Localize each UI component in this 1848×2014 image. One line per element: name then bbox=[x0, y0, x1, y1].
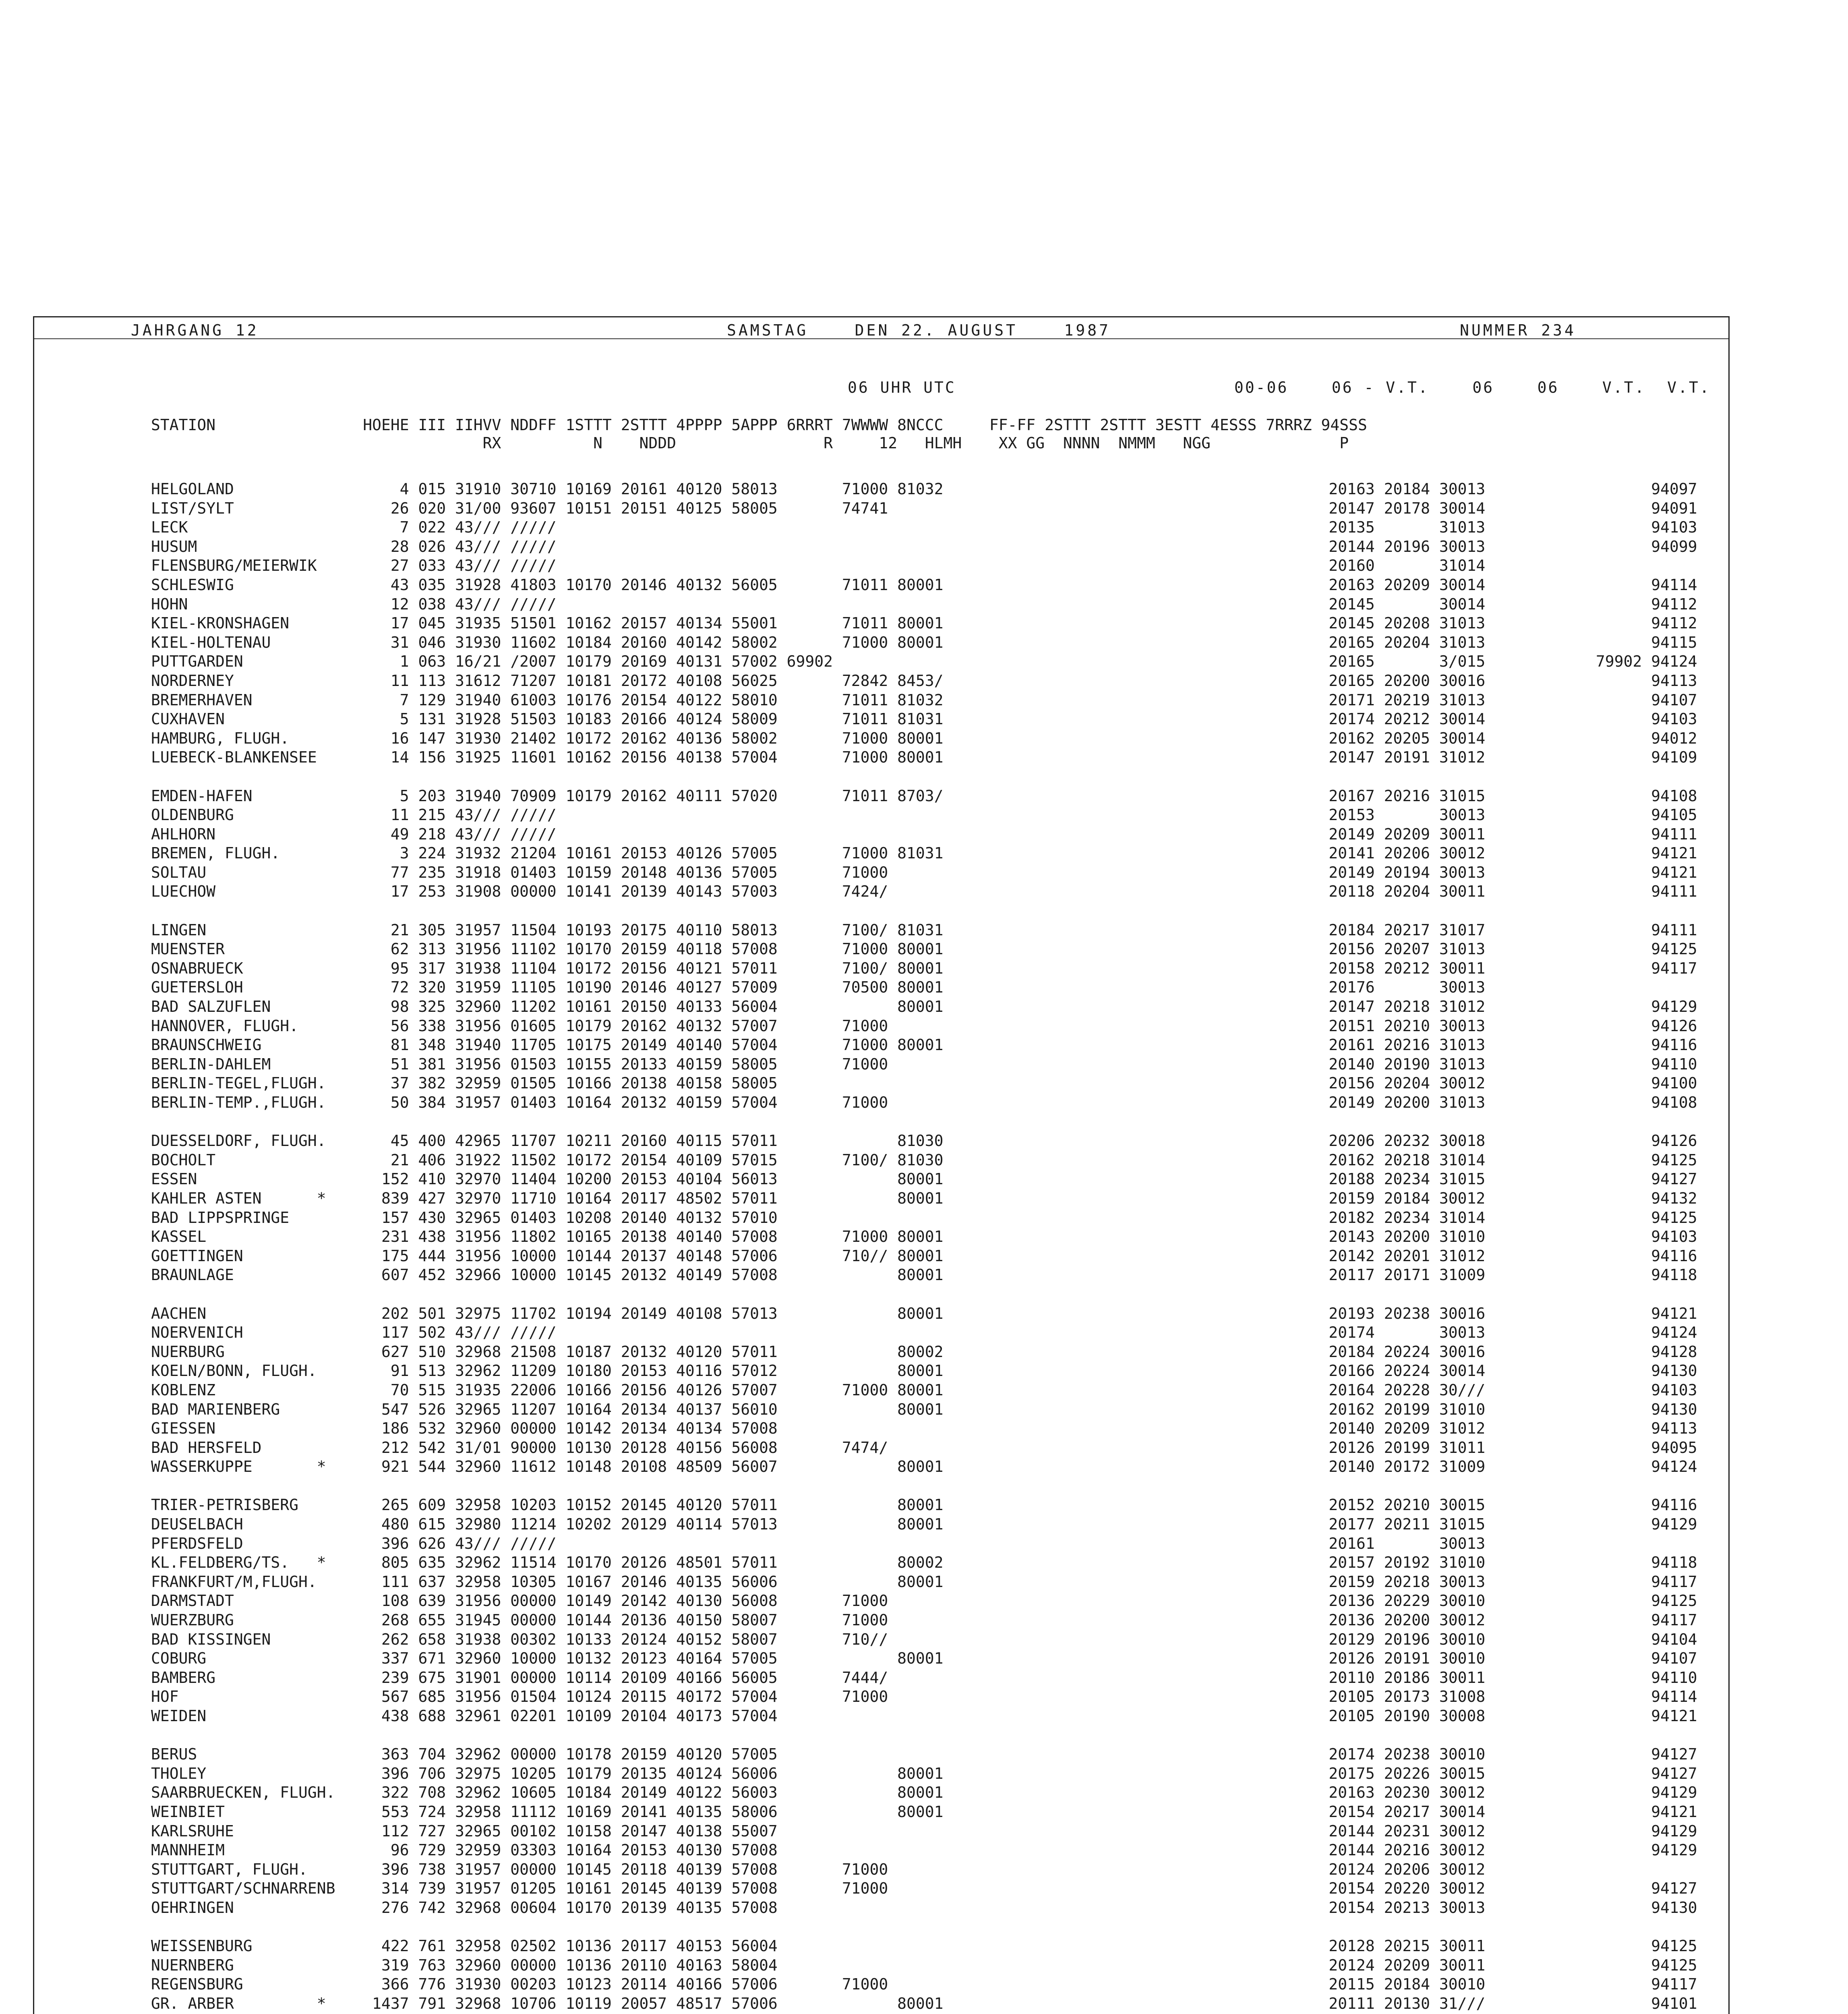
station-period-values: 20159 20218 30013 94117 bbox=[1283, 1573, 1697, 1591]
station-period-values: 20167 20216 31015 94108 bbox=[1283, 787, 1697, 805]
station-observation: BERLIN-TEMP.,FLUGH. 50 384 31957 01403 10164 20132 40159 57004 71000 bbox=[151, 1094, 888, 1111]
station-observation: WASSERKUPPE * 921 544 32960 11612 10148 20108 48509 56007 80001 bbox=[151, 1458, 944, 1476]
station-period-values: 20152 20210 30015 94116 bbox=[1283, 1496, 1697, 1514]
period-header: 00-06 06 - V.T. 06 06 V.T. V.T. bbox=[1234, 379, 1711, 396]
station-period-values: 20161 30013 bbox=[1283, 1534, 1486, 1552]
station-observation: STUTTGART, FLUGH. 396 738 31957 00000 10145 20118 40139 57008 71000 bbox=[151, 1860, 888, 1878]
station-observation: DUESSELDORF, FLUGH. 45 400 42965 11707 10211 20160 40115 57011 81030 bbox=[151, 1132, 944, 1150]
station-observation: HOF 567 685 31956 01504 10124 20115 40172 57004 71000 bbox=[151, 1688, 888, 1706]
station-observation: PUTTGARDEN 1 063 16/21 /2007 10179 20169 40131 57002 69902 bbox=[151, 653, 833, 671]
station-period-values: 20115 20184 30010 94117 bbox=[1283, 1975, 1697, 1993]
station-observation: AACHEN 202 501 32975 11702 10194 20149 40108 57013 80001 bbox=[151, 1304, 944, 1322]
station-observation: BERUS 363 704 32962 00000 10178 20159 40120 57005 bbox=[151, 1745, 778, 1763]
station-observation: MANNHEIM 96 729 32959 03303 10164 20153 40130 57008 bbox=[151, 1841, 778, 1859]
station-period-values: 20184 20217 31017 94111 bbox=[1283, 921, 1697, 939]
station-period-values: 20174 30013 94124 bbox=[1283, 1324, 1697, 1342]
station-period-values: 20165 3/015 79902 94124 bbox=[1283, 653, 1697, 671]
station-period-values: 20147 20191 31012 94109 bbox=[1283, 748, 1697, 767]
station-observation: LUEBECK-BLANKENSEE 14 156 31925 11601 10162 20156 40138 57004 71000 80001 bbox=[151, 748, 944, 767]
station-observation: HANNOVER, FLUGH. 56 338 31956 01605 10179 20162 40132 57007 71000 bbox=[151, 1017, 888, 1035]
station-period-values: 20140 20209 31012 94113 bbox=[1283, 1419, 1697, 1438]
station-observation: BAD MARIENBERG 547 526 32965 11207 10164 20134 40137 56010 80001 bbox=[151, 1400, 944, 1418]
station-period-values: 20145 20208 31013 94112 bbox=[1283, 614, 1697, 632]
station-period-values: 20136 20229 30010 94125 bbox=[1283, 1592, 1697, 1610]
station-observation: MUENSTER 62 313 31956 11102 10170 20159 40118 57008 71000 80001 bbox=[151, 940, 944, 958]
station-observation: HAMBURG, FLUGH. 16 147 31930 21402 10172 20162 40136 58002 71000 80001 bbox=[151, 729, 944, 747]
station-period-values: 20158 20212 30011 94117 bbox=[1283, 959, 1697, 977]
station-period-values: 20126 20199 31011 94095 bbox=[1283, 1438, 1697, 1457]
station-period-values: 20164 20228 30/// 94103 bbox=[1283, 1381, 1697, 1399]
station-observation: NUERNBERG 319 763 32960 00000 10136 20110 40163 58004 bbox=[151, 1956, 778, 1974]
station-observation: OEHRINGEN 276 742 32968 00604 10170 20139 40135 57008 bbox=[151, 1898, 778, 1917]
station-period-values: 20163 20209 30014 94114 bbox=[1283, 576, 1697, 594]
station-observation: GOETTINGEN 175 444 31956 10000 10144 20137 40148 57006 710// 80001 bbox=[151, 1247, 944, 1265]
station-period-values: 20176 30013 bbox=[1283, 978, 1486, 997]
station-period-values: 20151 20210 30013 94126 bbox=[1283, 1017, 1697, 1035]
station-observation: LUECHOW 17 253 31908 00000 10141 20139 40143 57003 7424/ bbox=[151, 883, 888, 901]
station-period-values: 20110 20186 30011 94110 bbox=[1283, 1668, 1697, 1687]
station-observation: BAD HERSFELD 212 542 31/01 90000 10130 20128 40156 56008 7474/ bbox=[151, 1438, 888, 1457]
station-period-values: 20135 31013 94103 bbox=[1283, 518, 1697, 537]
station-observation: BRAUNLAGE 607 452 32966 10000 10145 20132 40149 57008 80001 bbox=[151, 1266, 944, 1284]
station-observation: KARLSRUHE 112 727 32965 00102 10158 20147 40138 55007 bbox=[151, 1822, 778, 1840]
station-observation: SOLTAU 77 235 31918 01403 10159 20148 40136 57005 71000 bbox=[151, 863, 888, 881]
station-period-values: 20128 20215 30011 94125 bbox=[1283, 1937, 1697, 1955]
station-observation: THOLEY 396 706 32975 10205 10179 20135 40124 56006 80001 bbox=[151, 1764, 944, 1782]
station-period-values: 20153 30013 94105 bbox=[1283, 806, 1697, 824]
station-period-values: 20206 20232 30018 94126 bbox=[1283, 1132, 1697, 1150]
station-period-values: 20174 20238 30010 94127 bbox=[1283, 1745, 1697, 1763]
station-observation: KL.FELDBERG/TS. * 805 635 32962 11514 10170 20126 48501 57011 80002 bbox=[151, 1554, 944, 1572]
station-observation: KAHLER ASTEN * 839 427 32970 11710 10164 20117 48502 57011 80001 bbox=[151, 1189, 944, 1207]
station-period-values: 20149 20194 30013 94121 bbox=[1283, 863, 1697, 881]
station-observation: BERLIN-DAHLEM 51 381 31956 01503 10155 20133 40159 58005 71000 bbox=[151, 1055, 888, 1073]
station-observation: LECK 7 022 43/// ///// bbox=[151, 518, 557, 537]
station-observation: PFERDSFELD 396 626 43/// ///// bbox=[151, 1534, 557, 1552]
station-period-values: 20154 20220 30012 94127 bbox=[1283, 1879, 1697, 1898]
station-period-values: 20184 20224 30016 94128 bbox=[1283, 1343, 1697, 1361]
station-observation: BAD SALZUFLEN 98 325 32960 11202 10161 20150 40133 56004 80001 bbox=[151, 998, 944, 1016]
station-period-values: 20144 20216 30012 94129 bbox=[1283, 1841, 1697, 1859]
report-sheet bbox=[33, 316, 1730, 2014]
station-period-values: 20156 20207 31013 94125 bbox=[1283, 940, 1697, 958]
station-observation: BRAUNSCHWEIG 81 348 31940 11705 10175 20149 40140 57004 71000 80001 bbox=[151, 1036, 944, 1054]
station-period-values: 20149 20200 31013 94108 bbox=[1283, 1094, 1697, 1111]
station-observation: COBURG 337 671 32960 10000 10132 20123 40164 57005 80001 bbox=[151, 1649, 944, 1668]
station-period-values: 20162 20199 31010 94130 bbox=[1283, 1400, 1697, 1418]
station-observation: TRIER-PETRISBERG 265 609 32958 10203 10152 20145 40120 57011 80001 bbox=[151, 1496, 944, 1514]
station-observation: NOERVENICH 117 502 43/// ///// bbox=[151, 1324, 557, 1342]
station-period-values: 20117 20171 31009 94118 bbox=[1283, 1266, 1697, 1284]
station-period-values: 20154 20213 30013 94130 bbox=[1283, 1898, 1697, 1917]
station-period-values: 20129 20196 30010 94104 bbox=[1283, 1630, 1697, 1648]
station-period-values: 20188 20234 31015 94127 bbox=[1283, 1170, 1697, 1188]
volume-label: JAHRGANG 12 bbox=[131, 321, 259, 339]
station-period-values: 20156 20204 30012 94100 bbox=[1283, 1074, 1697, 1092]
station-period-values: 20144 20231 30012 94129 bbox=[1283, 1822, 1697, 1840]
station-observation: HELGOLAND 4 015 31910 30710 10169 20161 40120 58013 71000 81032 bbox=[151, 480, 944, 498]
station-observation: BERLIN-TEGEL,FLUGH. 37 382 32959 01505 10166 20138 40158 58005 bbox=[151, 1074, 778, 1092]
station-period-values: 20105 20190 30008 94121 bbox=[1283, 1707, 1697, 1725]
column-header-line-1: STATION HOEHE III IIHVV NDDFF 1STTT 2STTT 4PPPP 5APPP 6RRRT 7WWWW 8NCCC FF-FF 2STTT 2STTT 3ESTT 4ESSS 7RRRZ 94SSS bbox=[151, 416, 1367, 434]
station-observation: GR. ARBER * 1437 791 32968 10706 10119 20057 48517 57006 80001 bbox=[151, 1994, 944, 2012]
station-period-values: 20162 20218 31014 94125 bbox=[1283, 1151, 1697, 1169]
station-period-values: 20165 20204 31013 94115 bbox=[1283, 633, 1697, 651]
station-period-values: 20174 20212 30014 94103 bbox=[1283, 710, 1697, 728]
station-period-values: 20175 20226 30015 94127 bbox=[1283, 1764, 1697, 1782]
station-period-values: 20171 20219 31013 94107 bbox=[1283, 691, 1697, 709]
station-observation: KOBLENZ 70 515 31935 22006 10166 20156 40126 57007 71000 80001 bbox=[151, 1381, 944, 1399]
station-observation: GUETERSLOH 72 320 31959 11105 10190 20146 40127 57009 70500 80001 bbox=[151, 978, 944, 997]
station-observation: HUSUM 28 026 43/// ///// bbox=[151, 537, 557, 555]
station-observation: KIEL-HOLTENAU 31 046 31930 11602 10184 20160 40142 58002 71000 80001 bbox=[151, 633, 944, 651]
station-observation: ESSEN 152 410 32970 11404 10200 20153 40104 56013 80001 bbox=[151, 1170, 944, 1188]
station-observation: FLENSBURG/MEIERWIK 27 033 43/// ///// bbox=[151, 557, 557, 575]
station-observation: NORDERNEY 11 113 31612 71207 10181 20172 40108 56025 72842 8453/ bbox=[151, 671, 944, 690]
station-observation: STUTTGART/SCHNARRENB 314 739 31957 01205 10161 20145 40139 57008 71000 bbox=[151, 1879, 888, 1898]
station-observation: WEISSENBURG 422 761 32958 02502 10136 20117 40153 56004 bbox=[151, 1937, 778, 1955]
station-observation: REGENSBURG 366 776 31930 00203 10123 20114 40166 57006 71000 bbox=[151, 1975, 888, 1993]
station-period-values: 20118 20204 30011 94111 bbox=[1283, 883, 1697, 901]
station-observation: DEUSELBACH 480 615 32980 11214 10202 20129 40114 57013 80001 bbox=[151, 1515, 944, 1533]
station-observation: CUXHAVEN 5 131 31928 51503 10183 20166 40124 58009 71011 81031 bbox=[151, 710, 944, 728]
station-observation: EMDEN-HAFEN 5 203 31940 70909 10179 20162 40111 57020 71011 8703/ bbox=[151, 787, 944, 805]
station-period-values: 20154 20217 30014 94121 bbox=[1283, 1803, 1697, 1821]
station-observation: GIESSEN 186 532 32960 00000 10142 20134 40134 57008 bbox=[151, 1419, 778, 1438]
station-period-values: 20149 20209 30011 94111 bbox=[1283, 825, 1697, 843]
column-header-line-2: RX N NDDD R 12 HLMH XX GG NNNN NMMM NGG P bbox=[151, 434, 1349, 452]
station-observation: BREMERHAVEN 7 129 31940 61003 10176 20154 40122 58010 71011 81032 bbox=[151, 691, 944, 709]
station-observation: KIEL-KRONSHAGEN 17 045 31935 51501 10162 20157 40134 55001 71011 80001 bbox=[151, 614, 944, 632]
station-observation: BAD KISSINGEN 262 658 31938 00302 10133 20124 40152 58007 710// bbox=[151, 1630, 888, 1648]
station-period-values: 20124 20209 30011 94125 bbox=[1283, 1956, 1697, 1974]
station-period-values: 20147 20178 30014 94091 bbox=[1283, 499, 1697, 517]
station-period-values: 20163 20184 30013 94097 bbox=[1283, 480, 1697, 498]
station-observation: BREMEN, FLUGH. 3 224 31932 21204 10161 20153 40126 57005 71000 81031 bbox=[151, 844, 944, 862]
station-period-values: 20140 20190 31013 94110 bbox=[1283, 1055, 1697, 1073]
station-period-values: 20159 20184 30012 94132 bbox=[1283, 1189, 1697, 1207]
station-period-values: 20145 30014 94112 bbox=[1283, 595, 1697, 613]
station-period-values: 20166 20224 30014 94130 bbox=[1283, 1362, 1697, 1380]
station-observation: BOCHOLT 21 406 31922 11502 10172 20154 40109 57015 7100/ 81030 bbox=[151, 1151, 944, 1169]
station-observation: HOHN 12 038 43/// ///// bbox=[151, 595, 557, 613]
station-observation: WUERZBURG 268 655 31945 00000 10144 20136 40150 58007 71000 bbox=[151, 1611, 888, 1629]
station-period-values: 20144 20196 30013 94099 bbox=[1283, 537, 1697, 555]
station-period-values: 20160 31014 bbox=[1283, 557, 1486, 575]
station-observation: KASSEL 231 438 31956 11802 10165 20138 40140 57008 71000 80001 bbox=[151, 1228, 944, 1246]
station-period-values: 20163 20230 30012 94129 bbox=[1283, 1784, 1697, 1802]
station-observation: OSNABRUECK 95 317 31938 11104 10172 20156 40121 57011 7100/ 80001 bbox=[151, 959, 944, 977]
station-observation: SAARBRUECKEN, FLUGH. 322 708 32962 10605 10184 20149 40122 56003 80001 bbox=[151, 1784, 944, 1802]
station-period-values: 20147 20218 31012 94129 bbox=[1283, 998, 1697, 1016]
station-observation: BAD LIPPSPRINGE 157 430 32965 01403 10208 20140 40132 57010 bbox=[151, 1208, 778, 1227]
station-observation: DARMSTADT 108 639 31956 00000 10149 20142 40130 56008 71000 bbox=[151, 1592, 888, 1610]
observation-time-header: 06 UHR UTC bbox=[848, 379, 956, 396]
station-period-values: 20124 20206 30012 bbox=[1283, 1860, 1486, 1878]
station-period-values: 20162 20205 30014 94012 bbox=[1283, 729, 1697, 747]
station-period-values: 20111 20130 31/// 94101 bbox=[1283, 1994, 1697, 2012]
station-period-values: 20126 20191 30010 94107 bbox=[1283, 1649, 1697, 1668]
station-period-values: 20193 20238 30016 94121 bbox=[1283, 1304, 1697, 1322]
station-period-values: 20165 20200 30016 94113 bbox=[1283, 671, 1697, 690]
station-observation: LIST/SYLT 26 020 31/00 93607 10151 20151 40125 58005 74741 bbox=[151, 499, 888, 517]
station-period-values: 20157 20192 31010 94118 bbox=[1283, 1554, 1697, 1572]
station-observation: BAMBERG 239 675 31901 00000 10114 20109 40166 56005 7444/ bbox=[151, 1668, 888, 1687]
issue-number: NUMMER 234 bbox=[1460, 321, 1576, 339]
station-observation: AHLHORN 49 218 43/// ///// bbox=[151, 825, 557, 843]
station-period-values: 20182 20234 31014 94125 bbox=[1283, 1208, 1697, 1227]
station-period-values: 20140 20172 31009 94124 bbox=[1283, 1458, 1697, 1476]
station-period-values: 20143 20200 31010 94103 bbox=[1283, 1228, 1697, 1246]
station-period-values: 20161 20216 31013 94116 bbox=[1283, 1036, 1697, 1054]
station-observation: OLDENBURG 11 215 43/// ///// bbox=[151, 806, 557, 824]
station-observation: FRANKFURT/M,FLUGH. 111 637 32958 10305 10167 20146 40135 56006 80001 bbox=[151, 1573, 944, 1591]
station-observation: KOELN/BONN, FLUGH. 91 513 32962 11209 10180 20153 40116 57012 80001 bbox=[151, 1362, 944, 1380]
station-observation: LINGEN 21 305 31957 11504 10193 20175 40110 58013 7100/ 81031 bbox=[151, 921, 944, 939]
station-observation: WEINBIET 553 724 32958 11112 10169 20141 40135 58006 80001 bbox=[151, 1803, 944, 1821]
station-period-values: 20105 20173 31008 94114 bbox=[1283, 1688, 1697, 1706]
station-period-values: 20141 20206 30012 94121 bbox=[1283, 844, 1697, 862]
station-observation: SCHLESWIG 43 035 31928 41803 10170 20146 40132 56005 71011 80001 bbox=[151, 576, 944, 594]
date-label: SAMSTAG DEN 22. AUGUST 1987 bbox=[727, 321, 1111, 339]
station-period-values: 20142 20201 31012 94116 bbox=[1283, 1247, 1697, 1265]
station-observation: NUERBURG 627 510 32968 21508 10187 20132 40120 57011 80002 bbox=[151, 1343, 944, 1361]
station-period-values: 20136 20200 30012 94117 bbox=[1283, 1611, 1697, 1629]
station-observation: WEIDEN 438 688 32961 02201 10109 20104 40173 57004 bbox=[151, 1707, 778, 1725]
station-period-values: 20177 20211 31015 94129 bbox=[1283, 1515, 1697, 1533]
